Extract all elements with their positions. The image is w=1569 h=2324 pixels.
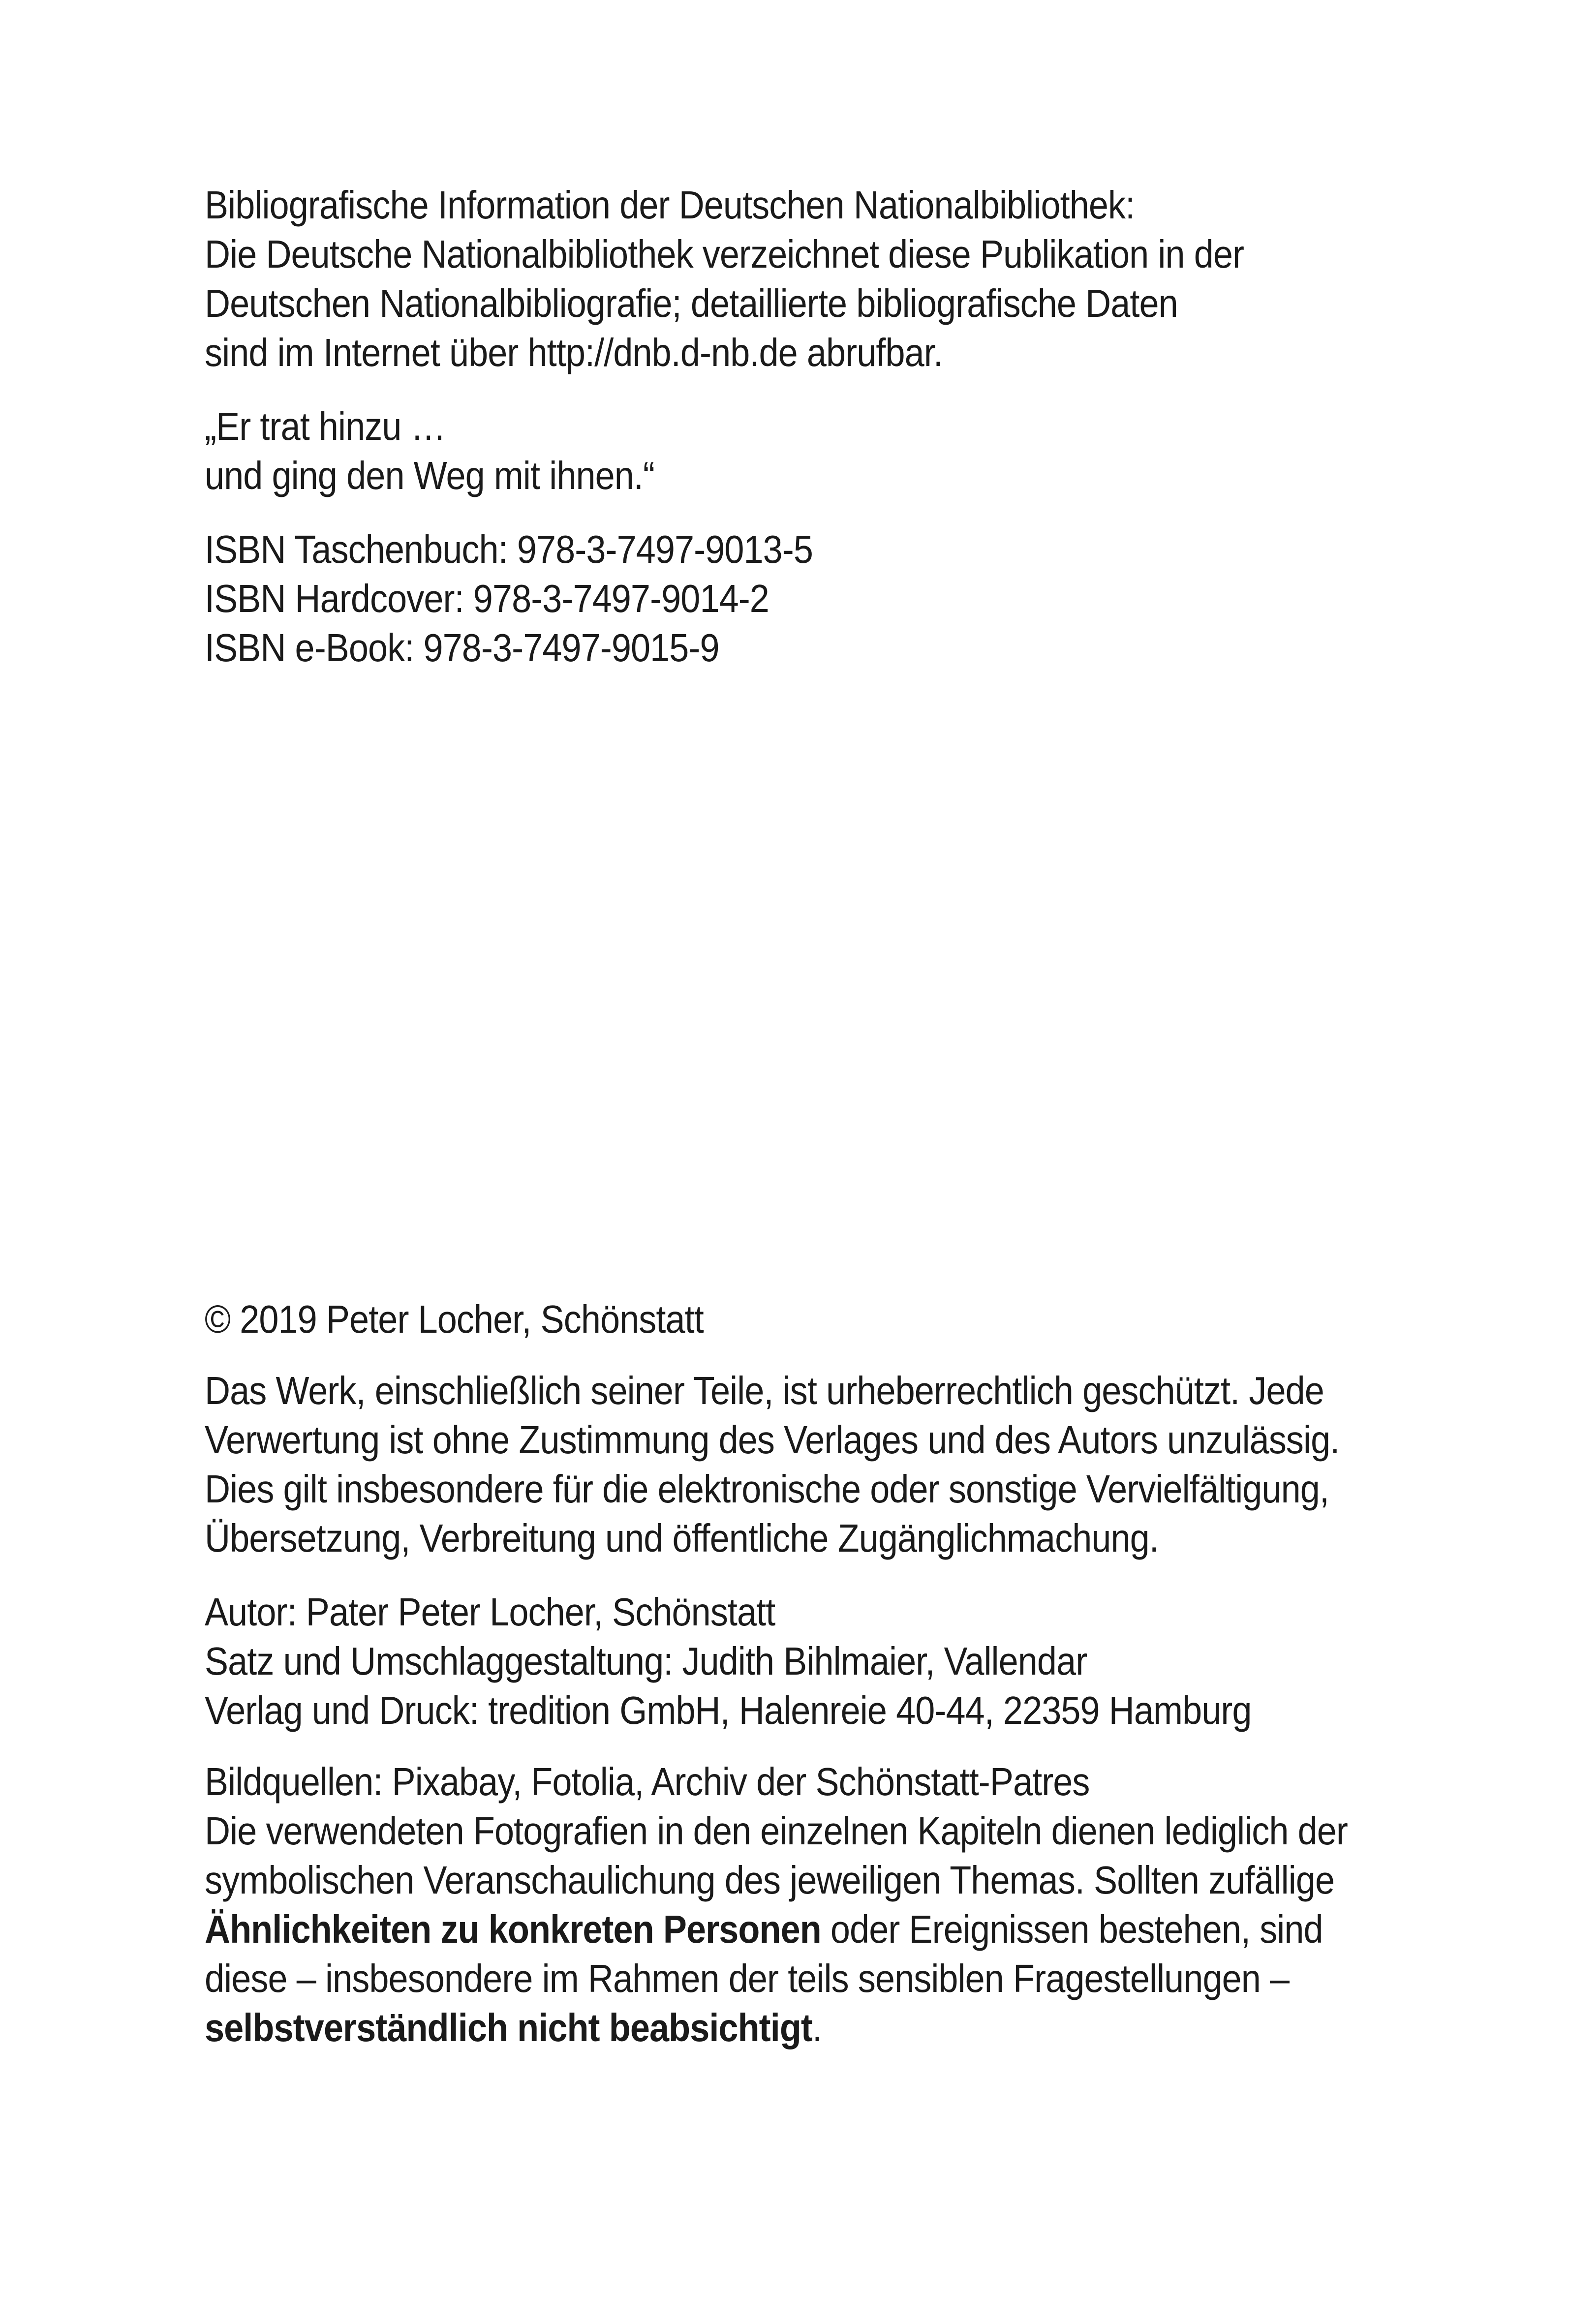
- design-credit: Satz und Umschlaggestaltung: Judith Bihlmaier, Vallendar: [205, 1639, 1087, 1683]
- isbn-hardcover: ISBN Hardcover: 978-3-7497-9014-2: [205, 577, 769, 620]
- bibliographic-info: [205, 181, 1244, 377]
- rights-line: Das Werk, einschließlich seiner Teile, ist urheberrechtlich geschützt. Jede: [205, 1369, 1324, 1412]
- rights-line: Dies gilt insbesondere für die elektronische oder sonstige Vervielfältigung,: [205, 1467, 1329, 1511]
- copyright-notice: [205, 1295, 1223, 1344]
- bibliographic-info-line: Die Deutsche Nationalbibliothek verzeichnet diese Publikation in der: [205, 232, 1244, 276]
- image-sources-line: [205, 1905, 1323, 1954]
- image-sources-text: oder Ereignissen bestehen, sind: [821, 1907, 1323, 1951]
- quote-line: und ging den Weg mit ihnen.“: [205, 454, 655, 497]
- credits: [205, 1588, 1252, 1735]
- image-sources: [205, 1757, 1348, 2052]
- isbn-list: [205, 525, 1223, 673]
- emphasis-not-intended: selbstverständlich nicht beabsichtigt: [205, 2006, 812, 2049]
- image-sources-line: Bildquellen: Pixabay, Fotolia, Archiv der Schönstatt-Patres: [205, 1760, 1090, 1804]
- quote: [205, 402, 1223, 500]
- emphasis-similarities: Ähnlichkeiten zu konkreten Personen: [205, 1907, 821, 1951]
- isbn-paperback: ISBN Taschenbuch: 978-3-7497-9013-5: [205, 527, 813, 571]
- copyright-line: © 2019 Peter Locher, Schönstatt: [205, 1297, 704, 1341]
- quote-line: „Er trat hinzu …: [205, 404, 446, 448]
- rights-line: Verwertung ist ohne Zustimmung des Verlages und des Autors unzulässig.: [205, 1418, 1340, 1462]
- image-sources-line: Die verwendeten Fotografien in den einzelnen Kapiteln dienen lediglich der: [205, 1809, 1348, 1853]
- image-sources-line: [205, 2003, 1223, 2052]
- rights-notice: [205, 1366, 1340, 1563]
- image-sources-line: symbolischen Veranschaulichung des jeweiligen Themas. Sollten zufällige: [205, 1858, 1335, 1902]
- bibliographic-info-line: Deutschen Nationalbibliografie; detaillierte bibliografische Daten: [205, 281, 1178, 325]
- publisher-credit: Verlag und Druck: tredition GmbH, Halenreie 40-44, 22359 Hamburg: [205, 1688, 1252, 1732]
- author-credit: Autor: Pater Peter Locher, Schönstatt: [205, 1590, 775, 1634]
- bibliographic-info-line: sind im Internet über http://dnb.d-nb.de abrufbar.: [205, 331, 943, 374]
- rights-line: Übersetzung, Verbreitung und öffentliche Zugänglichmachung.: [205, 1516, 1159, 1560]
- image-sources-text: .: [812, 2006, 822, 2049]
- image-sources-line: diese – insbesondere im Rahmen der teils sensiblen Fragestellungen –: [205, 1957, 1290, 2000]
- isbn-ebook: ISBN e-Book: 978-3-7497-9015-9: [205, 626, 719, 670]
- bibliographic-info-line: Bibliografische Information der Deutschen Nationalbibliothek:: [205, 183, 1135, 227]
